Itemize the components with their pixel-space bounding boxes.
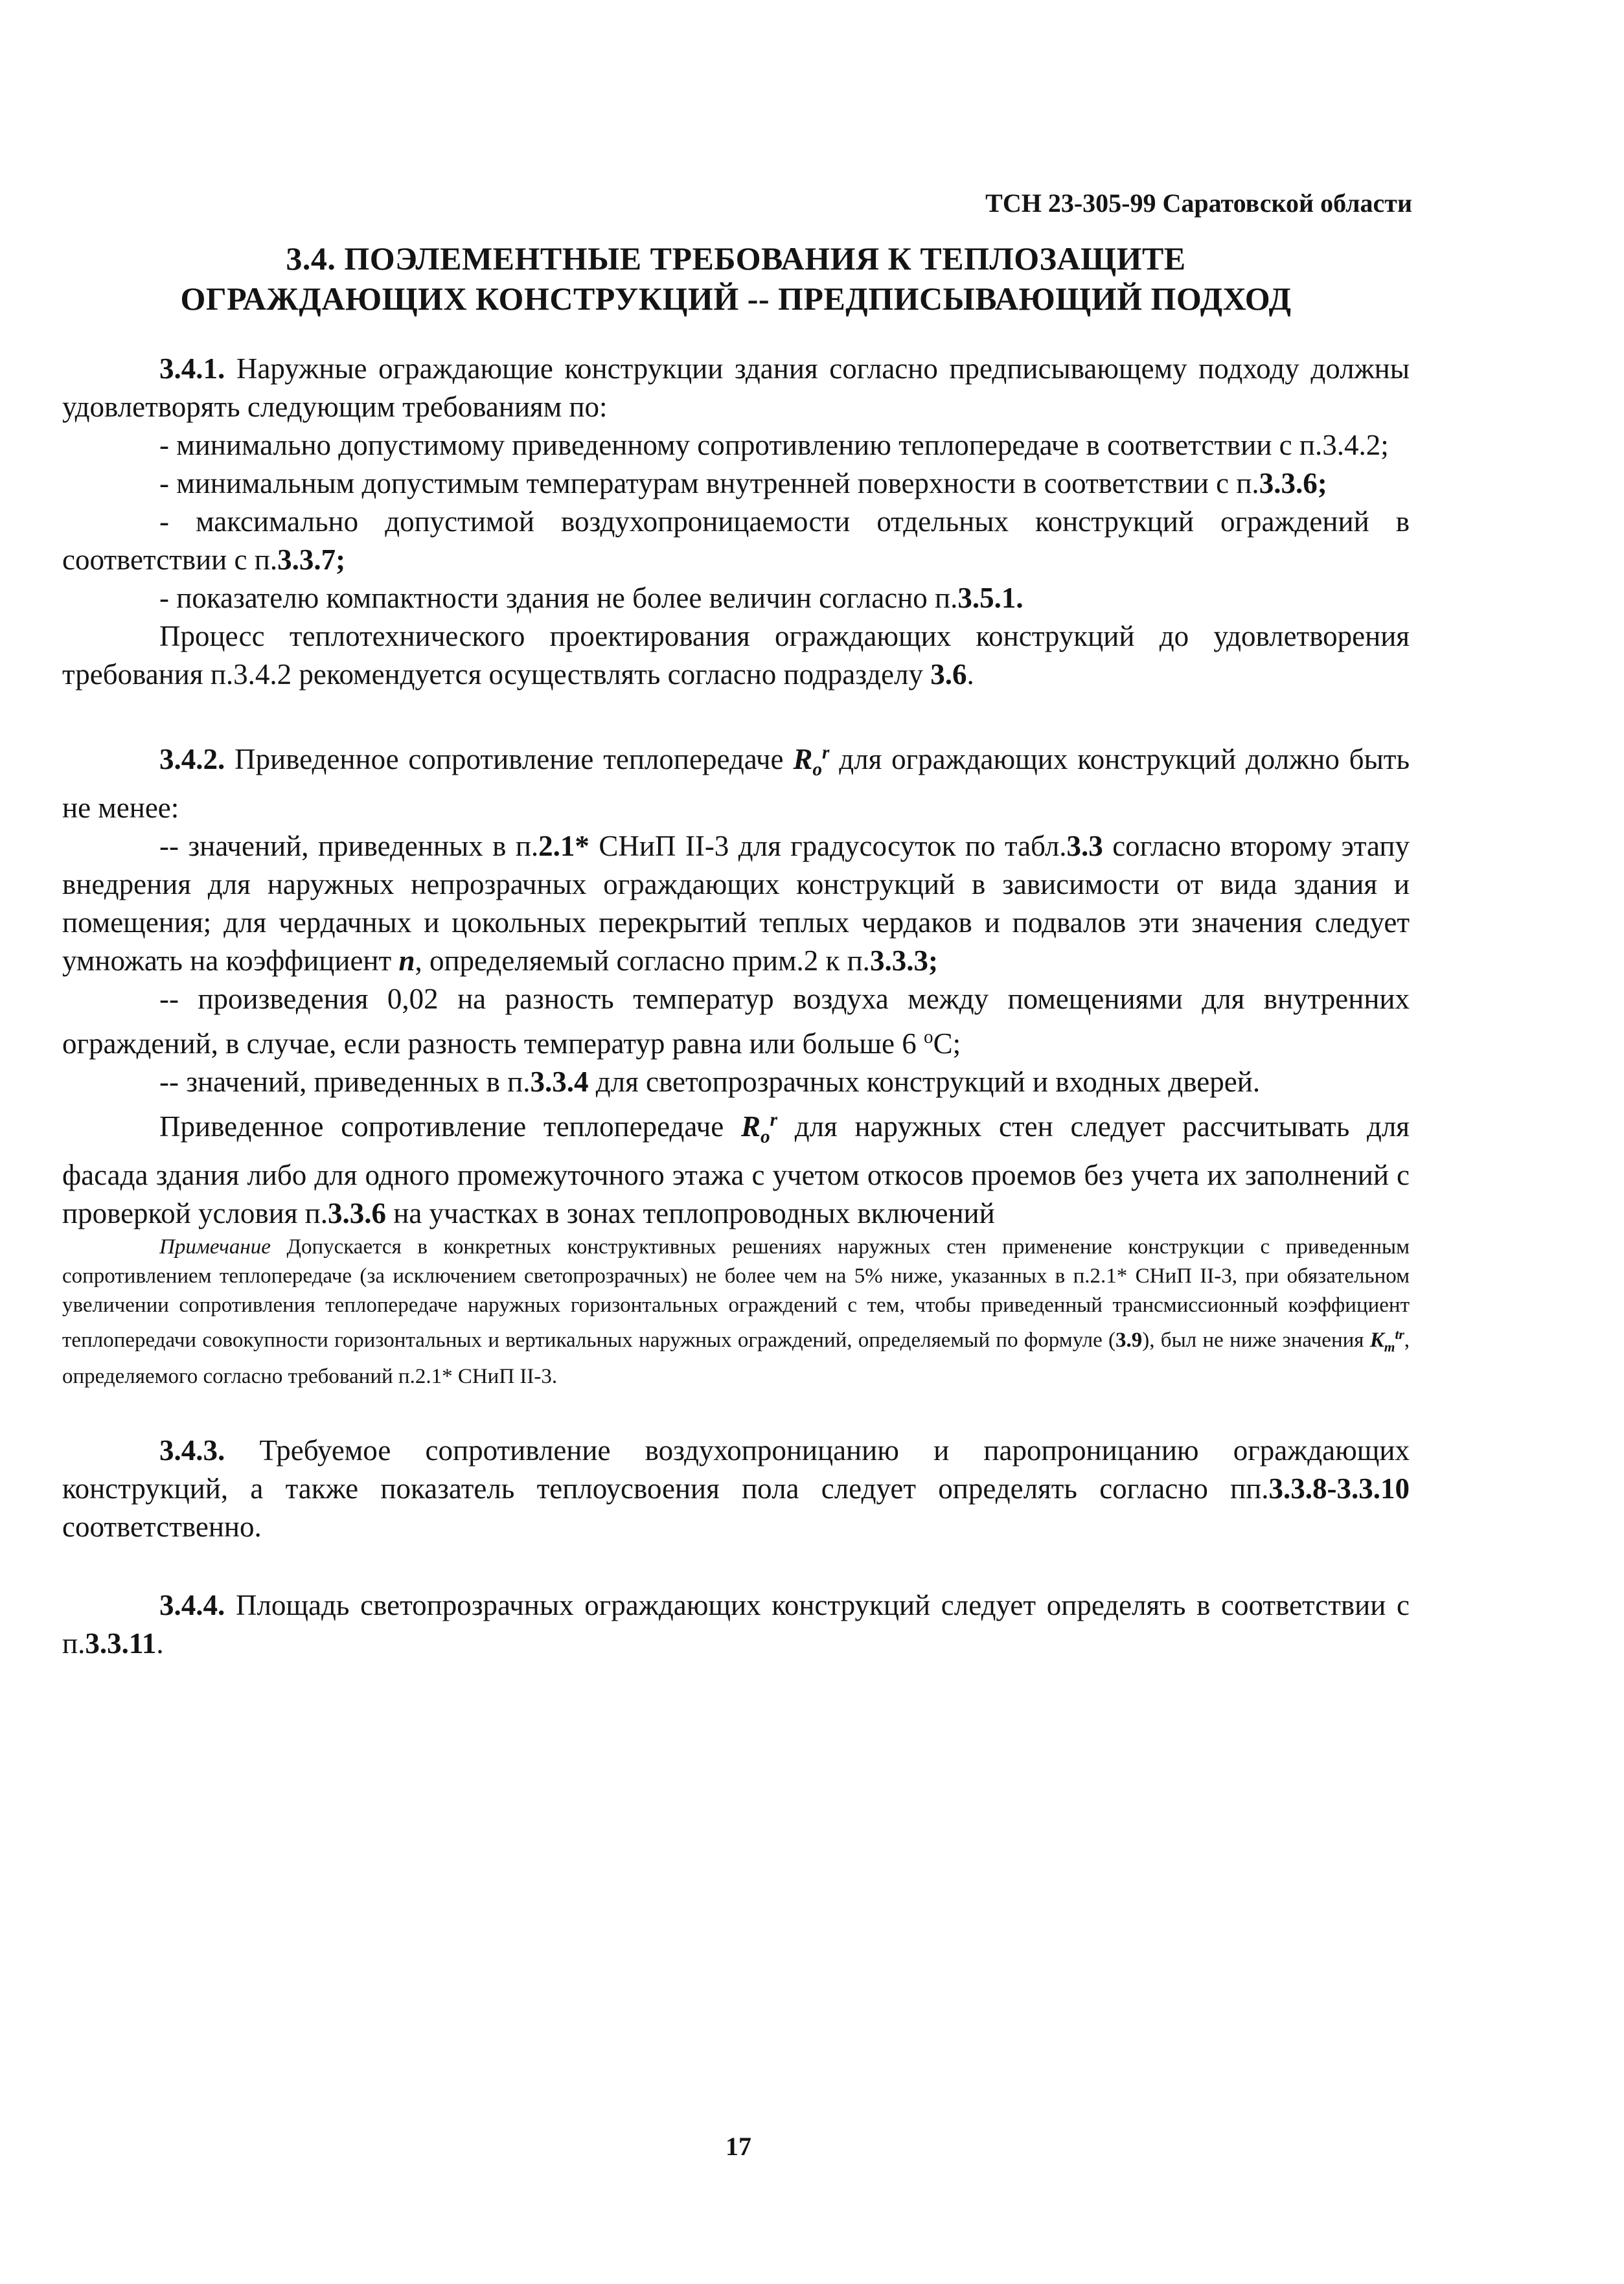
paragraph-gap [62,694,1410,734]
clause-number: 3.4.1. [159,352,225,385]
list-item: -- значений, приведенных в п.3.3.4 для светопрозрачных конструкций и входных дверей. [159,1066,1261,1098]
clause-number: 3.4.4. [159,1588,225,1621]
process-paragraph: Процесс теплотехнического проектирования ограждающих конструкций до удовлетворения требования п.3.4.2 рекомендуется осуществлять согласно подразделу 3.6. [62,620,1410,691]
section-title-line1: 3.4. ПОЭЛЕМЕНТНЫЕ ТРЕБОВАНИЯ К ТЕПЛОЗАЩИТЕ [286,240,1186,277]
list-item: - минимальным допустимым температурам внутренней поверхности в соответствии с п.3.3.6; [159,467,1327,499]
list-item: - показателю компактности здания не более величин согласно п.3.5.1. [159,582,1024,614]
section-title-line2: ОГРАЖДАЮЩИХ КОНСТРУКЦИЙ -- ПРЕДПИСЫВАЮЩИЙ ПОДХОД [180,280,1292,317]
paragraph-3-4-2: 3.4.2. Приведенное сопротивление теплопередаче $R_o^r$ для ограждающих конструкций должно быть не менее: [62,742,1410,824]
list-item: - максимально допустимой воздухопроницаемости отдельных конструкций ограждений в соответствии с п.3.3.7; [62,505,1410,576]
document-header [900,187,1412,220]
section-title [62,238,1410,319]
paragraph-3-4-4: 3.4.4. Площадь светопрозрачных ограждающих конструкций следует определять в соответствии с п.3.3.11. [62,1588,1410,1660]
doc-reference: ТСН 23-305-99 Саратовской области [985,188,1412,218]
list-item: -- значений, приведенных в п.2.1* СНиП II-3 для градусосуток по табл.3.3 согласно второму этапу внедрения для наружных непрозрачных ограждающих конструкций в зависимости от вида здания и помещения; для чердачных и цокольных перекрытий теплых чердаков и подвалов эти значения следует умножать на коэффициент n, определяемый согласно прим.2 к п.3.3.3; [62,830,1410,977]
page-number: 17 [726,2132,751,2161]
coefficient-symbol: $K_m^{tr}$ [1369,1327,1404,1355]
paragraph-3-4-1: 3.4.1. Наружные ограждающие конструкции здания согласно предписывающему подходу должны удовлетворять следующим требованиям по: [62,352,1410,423]
note-label: Примечание [159,1235,271,1259]
paragraph-gap [62,1546,1410,1586]
paragraph-gap [62,1391,1410,1432]
note-paragraph: Примечание Допускается в конкретных конструктивных решениях наружных стен применение конструкции с приведенным сопротивлением теплопередаче (за исключением светопрозрачных) не более чем на 5% ниже, указанных в п.2.1* СНиП II-3, при обязательном увеличении сопротивления теплопередаче наружных горизонтальных ограждений с тем, чтобы приведенный трансмиссионный коэффициент теплопередачи совокупности горизонтальных и вертикальных наружных ограждений, определяемый по формуле (3.9), был не ниже значения $K_m^{tr}$, определяемого согласно требований п.2.1* СНиП II-3. [62,1235,1410,1388]
resistance-symbol: $R_o^r$ [740,1110,777,1147]
paragraph-3-4-3: 3.4.3. Требуемое сопротивление воздухопроницанию и паропроницанию ограждающих конструкций, а также показатель теплоусвоения пола следует определять согласно пп.3.3.8-3.3.10 соответственно. [62,1433,1410,1543]
clause-number: 3.4.3. [159,1433,225,1467]
resistance-symbol: $R_o^r$ [793,742,830,780]
list-item: - минимально допустимому приведенному сопротивлению теплопередаче в соответствии с п.3.4.2; [159,429,1389,461]
walls-paragraph: Приведенное сопротивление теплопередаче $R_o^r$ для наружных стен следует рассчитывать для фасада здания либо для одного промежуточного этажа с учетом откосов проемов без учета их заполнений с проверкой условия п.3.3.6 на участках в зонах теплопроводных включений [62,1110,1410,1229]
list-item: -- произведения 0,02 на разность температур воздуха между помещениями для внутренних ограждений, в случае, если разность температур равна или больше 6 $^o$С; [62,983,1410,1060]
clause-number: 3.4.2. [159,743,225,775]
document-body [62,350,1410,1663]
